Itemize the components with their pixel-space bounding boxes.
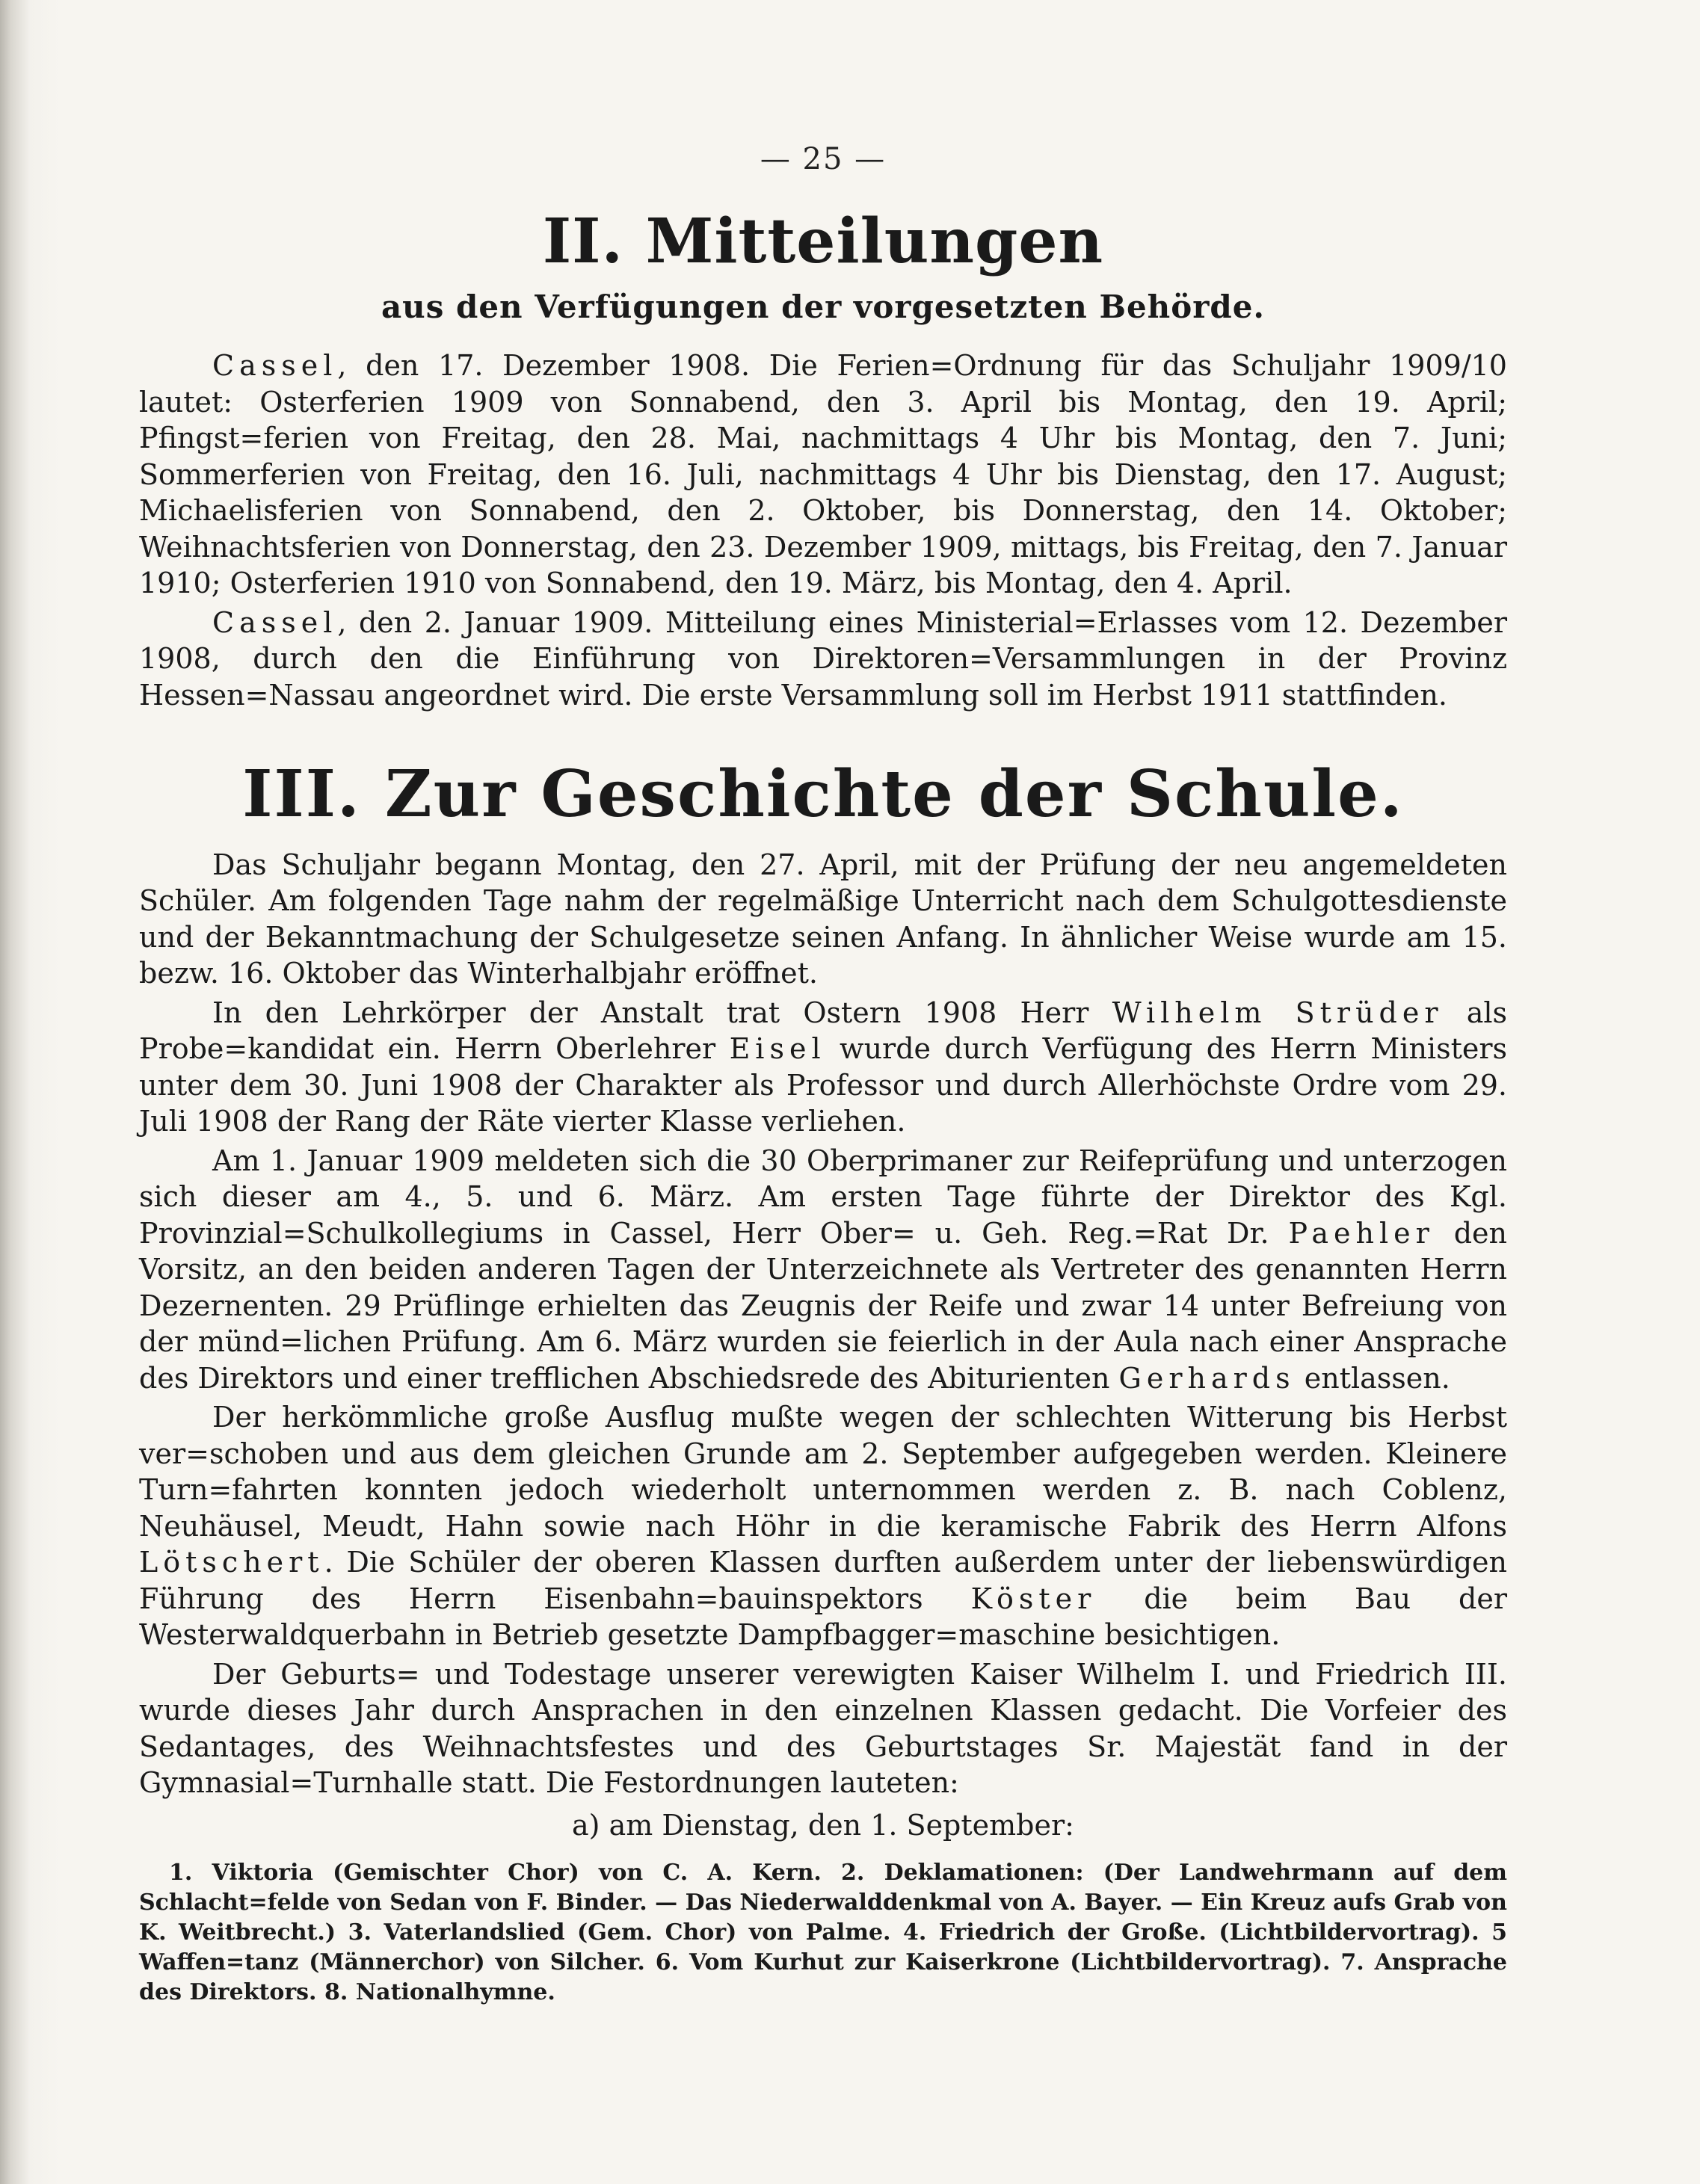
person-name: Wilhelm Strüder (1112, 996, 1444, 1029)
text-run: die beim Bau der Westerwaldquerbahn in Betrieb gesetzte Dampfbagger=maschine besichtigen. (139, 1582, 1507, 1652)
decree-paragraph-1 (139, 348, 1507, 602)
school-history-paragraph-1: Das Schuljahr begann Montag, den 27. April, mit der Prüfung der neu angemeldeten Schüler. Am folgenden Tage nahm der regelmäßige Unterricht nach dem Schulgottesdienste und der Bekanntmachung der Schulgesetze seinen Anfang. In ähnlicher Weise wurde am 15. bezw. 16. Oktober das Winterhalbjahr eröffnet. (139, 848, 1507, 990)
festival-program-list: 1. Viktoria (Gemischter Chor) von C. A. Kern. 2. Deklamationen: (Der Landwehrmann auf dem Schlacht=felde von Sedan von F. Binder. — Das Niederwalddenkmal von A. Bayer. — Ein Kreuz aufs Grab von K. Weitbrecht.) 3. Vaterlandslied (Gem. Chor) von Palme. 4. Friedrich der Große. (Lichtbildervortrag). 5 Waffen=tanz (Männerchor) von Silcher. 6. Vom Kurhut zur Kaiserkrone (Lichtbildervortrag). 7. Ansprache des Direktors. 8. Nationalhymne. (139, 1859, 1507, 2005)
decree-paragraph-2 (139, 605, 1507, 714)
person-name: Gerhards (1118, 1361, 1296, 1395)
text-run: . Die Schüler der oberen Klassen durften außerdem unter der liebenswürdigen Führung des Herrn Eisenbahn=bauinspektors (139, 1546, 1507, 1615)
section-2-heading: II. Mitteilungen (542, 206, 1104, 277)
decree-text: , den 2. Januar 1909. Mitteilung eines Ministerial=Erlasses vom 12. Dezember 1908, durch den die Einführung von Direktoren=Versammlungen in der Provinz Hessen=Nassau angeordnet wird. Die erste Versammlung soll im Herbst 1911 stattfinden. (139, 605, 1507, 712)
place-name: Cassel (212, 605, 338, 639)
person-name: Paehler (1288, 1216, 1435, 1250)
text-run: Am 1. Januar 1909 meldeten sich die 30 Oberprimaner zur Reifeprüfung und unterzogen sich dieser am 4., 5. und 6. März. Am ersten Tage führte der Direktor des Kgl. Provinzial=Schulkollegiums in Cassel, Herr Ober= u. Geh. Reg.=Rat Dr. (139, 1144, 1507, 1250)
text-run: den Vorsitz, an den beiden anderen Tagen der Unterzeichnete als Vertreter des genannten Herrn Dezernenten. 29 Prüflinge erhielten das Zeugnis der Reife und zwar 14 unter Befreiung von der münd=lichen Prüfung. Am 6. März wurden sie feierlich in der Aula nach einer Ansprache des Direktors und einer trefflichen Abschiedsrede des Abiturienten (139, 1216, 1507, 1395)
person-name: Köster (970, 1582, 1097, 1615)
text-run: wurde durch Verfügung des Herrn Ministers unter dem 30. Juni 1908 der Charakter als Professor und durch Allerhöchste Ordre vom 29. Juli 1908 der Rang der Räte vierter Klasse verliehen. (139, 1032, 1507, 1138)
text-run: entlassen. (1295, 1361, 1450, 1395)
person-name: Lötschert (139, 1546, 324, 1579)
decree-text: , den 17. Dezember 1908. Die Ferien=Ordnung für das Schuljahr 1909/10 lautet: Osterferien 1909 von Sonnabend, den 3. April bis Montag, den 19. April; Pfingst=ferien von Freitag, den 28. Mai, nachmittags 4 Uhr bis Montag, den 7. Juni; Sommerferien von Freitag, den 16. Juli, nachmittags 4 Uhr bis Dienstag, den 17. August; Michaelisferien von Sonnabend, den 2. Oktober, bis Donnerstag, den 14. Oktober; Weihnachtsferien von Donnerstag, den 23. Dezember 1909, mittags, bis Freitag, den 7. Januar 1910; Osterferien 1910 von Sonnabend, den 19. März, bis Montag, den 4. April. (139, 349, 1507, 600)
person-name: Eisel (729, 1032, 826, 1066)
text-run: Der herkömmliche große Ausflug mußte wegen der schlechten Witterung bis Herbst ver=schoben und aus dem gleichen Grunde am 2. September aufgegeben werden. Kleinere Turn=fahrten konnten jedoch wiederholt unternommen werden z. B. nach Coblenz, Neuhäusel, Meudt, Hahn sowie nach Höhr in die keramische Fabrik des Herrn Alfons (139, 1401, 1507, 1543)
text-run: als Probe=kandidat ein. Herrn Oberlehrer (139, 996, 1508, 1066)
page-content (139, 142, 1507, 2008)
text-run: In den Lehrkörper der Anstalt trat Ostern 1908 Herr (212, 996, 1112, 1029)
school-history-paragraph-4 (139, 1399, 1507, 1653)
section-3-heading: III. Zur Geschichte der Schule. (242, 756, 1404, 833)
school-history-paragraph-2 (139, 995, 1507, 1140)
school-history-paragraph-5: Der Geburts= und Todestage unserer verewigten Kaiser Wilhelm I. und Friedrich III. wurde dieses Jahr durch Ansprachen in den einzelnen Klassen gedacht. Die Vorfeier des Sedantages, des Weihnachtsfestes und des Geburtstages Sr. Majestät fand in der Gymnasial=Turnhalle statt. Die Festordnungen lauteten: (139, 1657, 1507, 1800)
festival-program-heading: a) am Dienstag, den 1. September: (572, 1808, 1074, 1842)
school-history-paragraph-3 (139, 1143, 1507, 1397)
section-2-subheading: aus den Verfügungen der vorgesetzten Behörde. (381, 289, 1266, 326)
place-name: Cassel (212, 349, 338, 383)
page-number: — 25 — (760, 142, 887, 176)
